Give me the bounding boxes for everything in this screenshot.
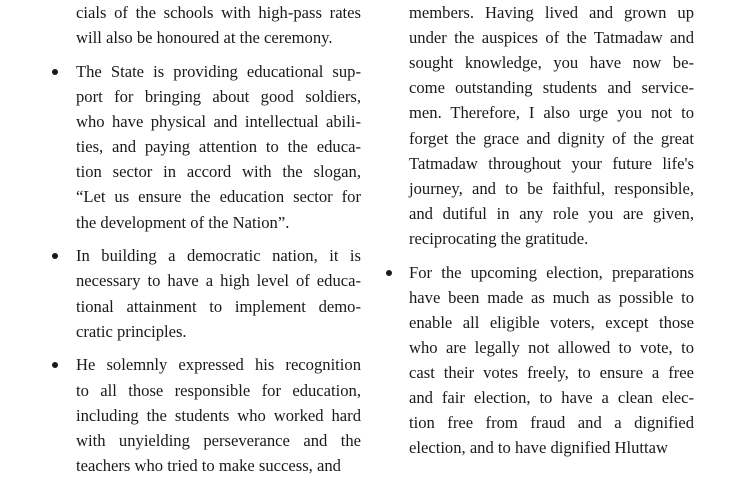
left_column-bullet-1-line: tion sector in accord with the slogan, <box>76 162 361 182</box>
left_column-bullet-2-line: In building a democratic nation, it is <box>76 246 361 266</box>
left_column-bullet-3-line: He solemnly expressed his recognition <box>76 355 361 375</box>
right_column-paragraph-line: under the auspices of the Tatmadaw and <box>409 28 694 48</box>
right_column-paragraph-line: come outstanding students and service- <box>409 78 694 98</box>
right_column-bullet-1-line: enable all eligible voters, except those <box>409 312 694 332</box>
right_column-bullet-1-marker <box>386 270 392 276</box>
left_column-bullet-1-line: the development of the Nation”. <box>76 212 290 232</box>
right_column-bullet-1-line: tion free from fraud and a dignified <box>409 413 694 433</box>
right_column-bullet-1-line: who are legally not allowed to vote, to <box>409 338 694 357</box>
right_column-paragraph-line: men. Therefore, I also urge you not to <box>409 103 694 123</box>
right_column-bullet-1-line: cast their votes freely, to ensure a free <box>409 363 694 383</box>
left_column-bullet-1-line: The State is providing educational sup- <box>76 61 361 81</box>
left_column-bullet-1-line: “Let us ensure the education sector for <box>76 187 361 207</box>
right_column-paragraph-line: and dutiful in any role you are given, <box>409 203 694 223</box>
right_column-paragraph-line: members. Having lived and grown up <box>409 3 694 22</box>
left_column-bullet-2-line: necessary to have a high level of educa- <box>76 271 361 291</box>
right_column-paragraph-line: journey, and to be faithful, responsible, <box>409 178 694 198</box>
left_column-bullet-3-line: to all those responsible for education, <box>76 380 361 400</box>
left_column-bullet-1-line: port for bringing about good soldiers, <box>76 87 361 106</box>
right_column-paragraph-line: Tatmadaw throughout your future life's <box>409 153 694 173</box>
left_column-bullet-3-marker <box>52 362 58 368</box>
right_column-paragraph-line: forget the grace and dignity of the great <box>409 128 694 148</box>
right_column-bullet-1-line: election, and to have dignified Hluttaw <box>409 438 668 458</box>
left_column-bullet-2-line: cratic principles. <box>76 321 187 341</box>
left_column-bullet-3-line: with unyielding perseverance and the <box>76 430 361 450</box>
right_column-bullet-1-line: have been made as much as possible to <box>409 287 694 307</box>
left_column-paragraph-line: cials of the schools with high-pass rates <box>76 3 361 22</box>
right_column-paragraph-line: sought knowledge, you have now be- <box>409 53 694 73</box>
left_column-bullet-3-line: teachers who tried to make success, and <box>76 455 341 475</box>
right_column-paragraph-line: reciprocating the gratitude. <box>409 228 589 248</box>
left_column-bullet-2-marker <box>52 253 58 259</box>
left_column-bullet-1-line: ties, and paying attention to the educa- <box>76 137 361 157</box>
right_column-bullet-1-line: For the upcoming election, preparations <box>409 262 694 282</box>
right_column-bullet-1-line: and fair election, to have a clean elec- <box>409 388 694 408</box>
left_column-bullet-2-line: tional attainment to implement demo- <box>76 296 361 316</box>
left_column-paragraph-line: will also be honoured at the ceremony. <box>76 28 333 48</box>
left_column-bullet-1-marker <box>52 69 58 75</box>
left_column-bullet-3-line: including the students who worked hard <box>76 405 361 425</box>
left_column-bullet-1-line: who have physical and intellectual abili- <box>76 112 361 132</box>
